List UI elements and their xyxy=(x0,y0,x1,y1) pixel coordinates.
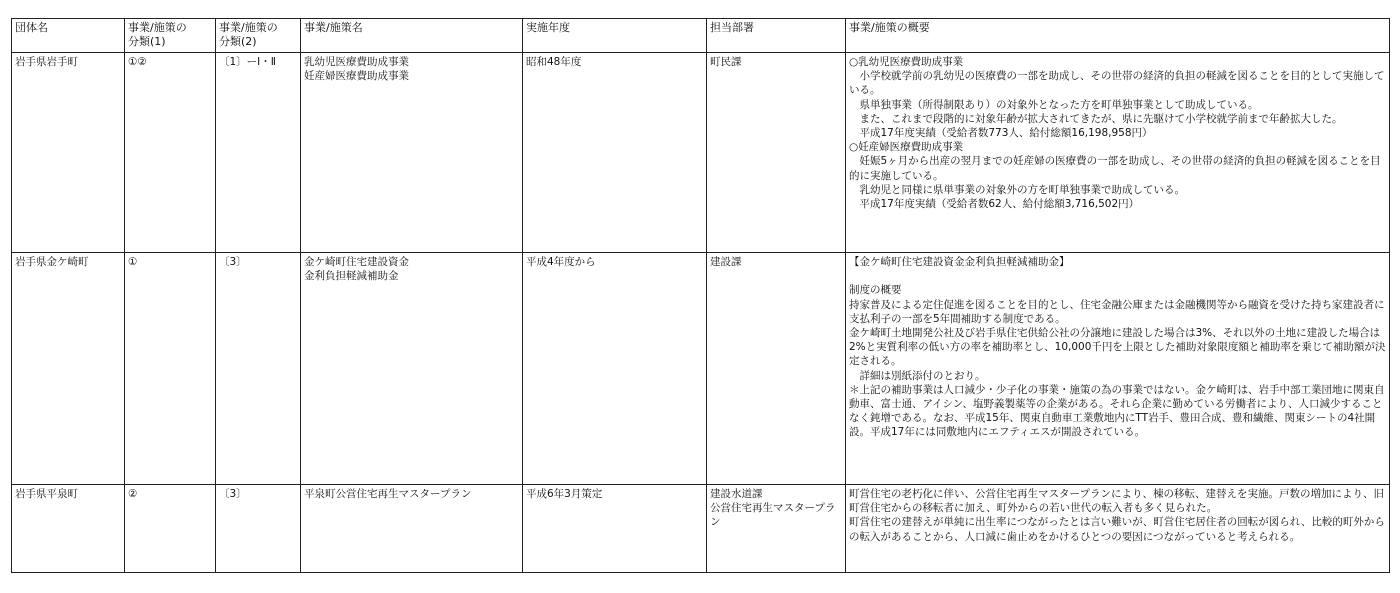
summary-cell: 【金ケ崎町住宅建設資金金利負担軽減補助金】 制度の概要 持家普及による定住促進を図ることを目的とし、住宅金融公庫または金融機関等から融資を受けた持ち家建設者に支払利子の一部を5年間補助する制度である。 金ケ崎町土地開発公社及び岩手県住宅供給公社の分譲地に建設した場合は3%、それ以外の土地に建設した場合は2%と実質利率の低い方の率を補助率とし、10,000千円を上限とした補助対象限度額と補助率を乗じて補助額が決定される。 詳細は別紙添付のとおり。 ＊上記の補助事業は人口減少・少子化の事業・施策の為の事業ではない。金ケ崎町は、岩手中部工業団地に関東自動車、富士通、アイシン、塩野義製薬等の企業がある。それら企業に勤めている労働者により、人口減少することなく鈍增である。なお、平成15年、関東自動車工業敷地内にTT岩手、豊田合成、豊和繊維、関東シートの4社開設。平成17年には同敷地内にエフティエスが開設されている。 xyxy=(846,253,1390,485)
class2-cell: 〔1〕ーⅠ・Ⅱ xyxy=(216,53,301,253)
header-org: 団体名 xyxy=(12,19,125,53)
table-row xyxy=(12,485,1390,573)
summary-cell: 町営住宅の老朽化に伴い、公営住宅再生マスタープランにより、棟の移転、建替えを実施。戸数の増加により、旧町営住宅からの移転者に加え、町外からの若い世代の転入者も多く見られた。 町営住宅の建替えが単純に出生率につながったとは言い難いが、町営住宅居住者の回転が図られ、比較的町外からの転入があることから、人口減に歯止めをかけるひとつの要因につながっていると考えられる。 xyxy=(846,485,1390,573)
dept-cell: 建設水道課 公営住宅再生マスタープラン xyxy=(707,485,846,573)
table-row xyxy=(12,53,1390,253)
class1-cell: ① xyxy=(125,253,216,485)
municipal-policy-table xyxy=(11,18,1390,573)
class2-cell: 〔3〕 xyxy=(216,485,301,573)
header-class1: 事業/施策の 分類(1) xyxy=(125,19,216,53)
class1-cell: ② xyxy=(125,485,216,573)
dept-cell: 建設課 xyxy=(707,253,846,485)
header-year: 実施年度 xyxy=(523,19,707,53)
class1-cell: ①② xyxy=(125,53,216,253)
class2-cell: 〔3〕 xyxy=(216,253,301,485)
name-cell: 金ケ崎町住宅建設資金 金利負担軽減補助金 xyxy=(301,253,523,485)
org-cell: 岩手県平泉町 xyxy=(12,485,125,573)
dept-cell: 町民課 xyxy=(707,53,846,253)
name-cell: 平泉町公営住宅再生マスタープラン xyxy=(301,485,523,573)
header-class2: 事業/施策の 分類(2) xyxy=(216,19,301,53)
header-name: 事業/施策名 xyxy=(301,19,523,53)
org-cell: 岩手県金ケ崎町 xyxy=(12,253,125,485)
header-row xyxy=(12,19,1390,53)
summary-cell: ○乳幼児医療費助成事業 小学校就学前の乳幼児の医療費の一部を助成し、その世帯の経済的負担の軽減を図ることを目的として実施している。 県単独事業（所得制限あり）の対象外となった方を町単独事業として助成している。 また、これまで段階的に対象年齢が拡大されてきたが、県に先駆けて小学校就学前まで年齢拡大した。 平成17年度実績（受給者数773人、給付総額16,198,958円） ○妊産婦医療費助成事業 妊娠5ヶ月から出産の翌月までの妊産婦の医療費の一部を助成し、その世帯の経済的負担の軽減を図ることを目的に実施している。 乳幼児と同様に県単事業の対象外の方を町単独事業で助成している。 平成17年度実績（受給者数62人、給付総額3,716,502円） xyxy=(846,53,1390,253)
year-cell: 平成6年3月策定 xyxy=(523,485,707,573)
year-cell: 昭和48年度 xyxy=(523,53,707,253)
org-cell: 岩手県岩手町 xyxy=(12,53,125,253)
header-dept: 担当部署 xyxy=(707,19,846,53)
header-summary: 事業/施策の概要 xyxy=(846,19,1390,53)
year-cell: 平成4年度から xyxy=(523,253,707,485)
name-cell: 乳幼児医療費助成事業 妊産婦医療費助成事業 xyxy=(301,53,523,253)
table-row xyxy=(12,253,1390,485)
